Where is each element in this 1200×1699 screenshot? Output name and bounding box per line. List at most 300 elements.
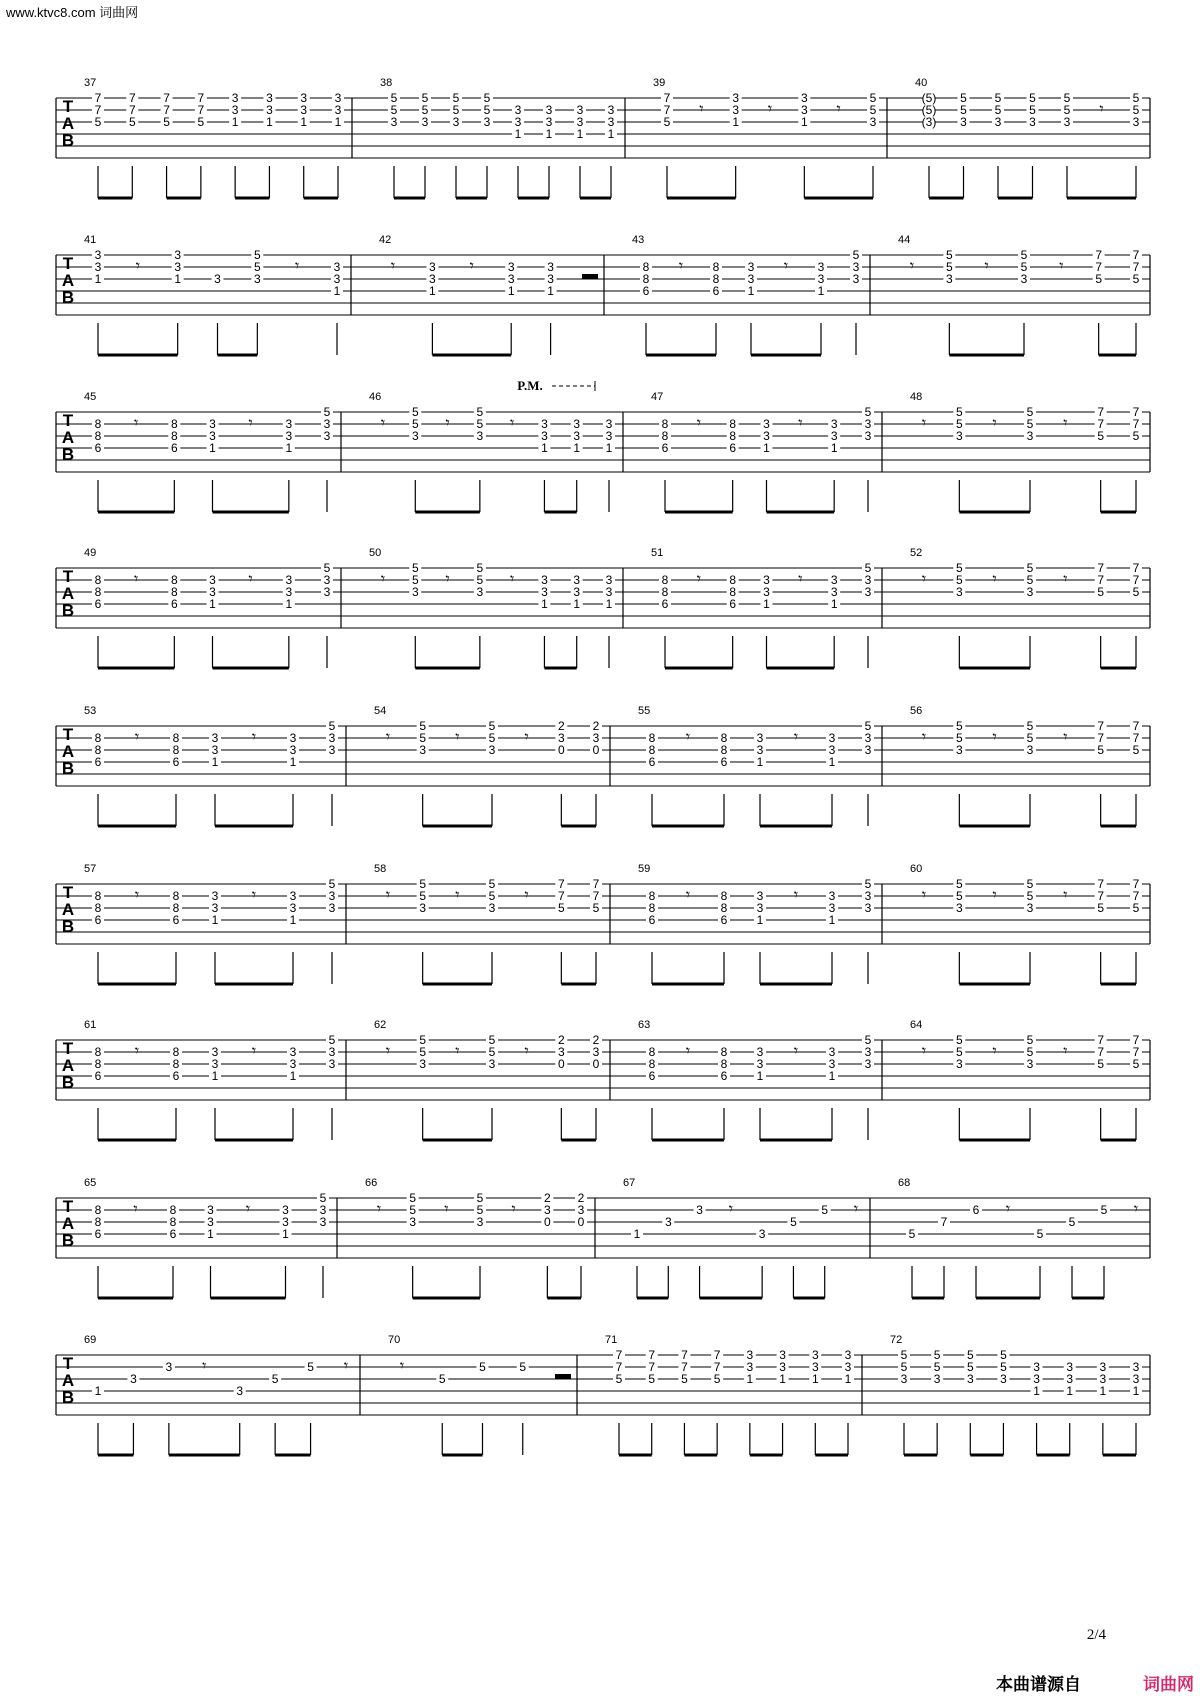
fret-number: 8 <box>172 889 180 903</box>
fret-number: 7 <box>615 1348 623 1362</box>
fret-number: 3 <box>779 1360 786 1374</box>
fret-number: 6 <box>172 913 180 927</box>
fret-number: 3 <box>541 429 548 443</box>
fret-number: 5 <box>864 405 872 419</box>
measure-number: 48 <box>910 391 923 403</box>
fret-number: 5 <box>1026 877 1034 891</box>
fret-number: 7 <box>1132 405 1140 419</box>
fret-number: 1 <box>763 597 770 611</box>
fret-number: 8 <box>94 731 102 745</box>
fret-number: 6 <box>661 597 669 611</box>
fret-number: 5 <box>1132 585 1140 599</box>
eighth-rest: 𝄾 <box>853 1201 859 1218</box>
fret-number: 3 <box>328 1045 336 1059</box>
fret-number: 5 <box>421 91 429 105</box>
measure-number: 42 <box>379 234 392 246</box>
fret-number: 5 <box>488 719 496 733</box>
fret-number: 3 <box>209 573 216 587</box>
tab-clef-letter: B <box>61 917 75 936</box>
eighth-rest: 𝄾 <box>251 729 257 746</box>
fret-number: 3 <box>945 272 953 286</box>
fret-number: 1 <box>289 1069 297 1083</box>
fret-number: 7 <box>1097 561 1105 575</box>
fret-number: 1 <box>1099 1384 1107 1398</box>
fret-number: 5 <box>864 877 872 891</box>
fret-number: 3 <box>541 573 548 587</box>
fret-number: 3 <box>419 1057 427 1071</box>
fret-number: 8 <box>94 417 102 431</box>
fret-number: 5 <box>945 248 953 262</box>
fret-number: 3 <box>207 1203 214 1217</box>
fret-number: 7 <box>681 1348 688 1362</box>
measure-number: 47 <box>651 391 664 403</box>
fret-number: 6 <box>972 1203 980 1217</box>
eighth-rest: 𝄾 <box>909 258 915 275</box>
fret-number: 1 <box>94 272 102 286</box>
fret-number: 5 <box>994 103 1002 117</box>
fret-number: 3 <box>756 901 764 915</box>
fret-number: 3 <box>476 429 484 443</box>
fret-number: 1 <box>800 115 808 129</box>
fret-number: 3 <box>94 248 102 262</box>
fret-number: 5 <box>197 115 205 129</box>
fret-number: 3 <box>605 429 613 443</box>
fret-number: 3 <box>864 573 872 587</box>
fret-number: 5 <box>1132 103 1140 117</box>
fret-number: 3 <box>207 1215 214 1229</box>
fret-number: 3 <box>483 115 491 129</box>
fret-number: 3 <box>557 731 565 745</box>
fret-number: 3 <box>900 1372 908 1386</box>
fret-number: 8 <box>170 417 178 431</box>
fret-number: 3 <box>933 1372 941 1386</box>
fret-number: 7 <box>128 91 136 105</box>
eighth-rest: 𝄾 <box>678 258 684 275</box>
eighth-rest: 𝄾 <box>793 729 799 746</box>
fret-number: 7 <box>1132 889 1140 903</box>
fret-number: 6 <box>170 597 178 611</box>
fret-number: 3 <box>830 585 838 599</box>
fret-number: 3 <box>476 1215 484 1229</box>
fret-number: 7 <box>681 1360 688 1374</box>
eighth-rest: 𝄾 <box>380 571 386 588</box>
fret-number: 3 <box>605 417 613 431</box>
fret-number: 8 <box>720 889 728 903</box>
fret-number: 3 <box>828 1057 836 1071</box>
measure-number: 38 <box>380 77 393 89</box>
fret-number: (5) <box>921 91 937 105</box>
measure-number: 43 <box>632 234 645 246</box>
eighth-rest: 𝄾 <box>793 1043 799 1060</box>
eighth-rest: 𝄾 <box>992 729 997 746</box>
fret-number: 7 <box>648 1348 656 1362</box>
fret-number: 1 <box>732 115 740 129</box>
fret-number: 6 <box>648 1069 656 1083</box>
fret-number: 3 <box>419 743 427 757</box>
fret-number: 1 <box>763 441 770 455</box>
fret-number: 1 <box>830 597 838 611</box>
fret-number: 3 <box>421 115 429 129</box>
tab-clef-letter: B <box>61 131 75 150</box>
fret-number: 5 <box>1097 1057 1105 1071</box>
measure-number: 45 <box>84 391 97 403</box>
fret-number: 5 <box>452 91 460 105</box>
fret-number: 1 <box>231 115 239 129</box>
fret-number: 7 <box>1132 1033 1140 1047</box>
fret-number: 7 <box>615 1360 623 1374</box>
fret-number: 2 <box>543 1191 551 1205</box>
fret-number: 1 <box>429 284 436 298</box>
eighth-rest: 𝄾 <box>992 571 997 588</box>
fret-number: 0 <box>592 743 600 757</box>
fret-number: 2 <box>577 1191 585 1205</box>
fret-number: 3 <box>231 91 239 105</box>
fret-number: 5 <box>852 248 860 262</box>
fret-number: 1 <box>844 1372 852 1386</box>
eighth-rest: 𝄾 <box>1063 887 1068 904</box>
fret-number: 3 <box>507 260 515 274</box>
fret-number: 3 <box>165 1360 173 1374</box>
fret-number: 3 <box>476 585 484 599</box>
fret-number: 3 <box>209 585 216 599</box>
fret-number: 6 <box>729 441 737 455</box>
fret-number: 8 <box>94 429 102 443</box>
fret-number: 5 <box>955 719 963 733</box>
measure-number: 44 <box>898 234 911 246</box>
fret-number: 5 <box>955 1033 963 1047</box>
fret-number: 3 <box>328 901 336 915</box>
fret-number: 3 <box>94 260 102 274</box>
fret-number: 3 <box>1132 1360 1140 1374</box>
fret-number: 8 <box>94 1203 102 1217</box>
fret-number: 3 <box>452 115 460 129</box>
fret-number: 7 <box>1132 719 1140 733</box>
fret-number: 5 <box>900 1360 908 1374</box>
eighth-rest: 𝄾 <box>380 415 386 432</box>
fret-number: 3 <box>236 1384 244 1398</box>
fret-number: 5 <box>390 103 398 117</box>
measure-number: 59 <box>638 863 651 875</box>
fret-number: 2 <box>592 719 600 733</box>
fret-number: 3 <box>285 585 293 599</box>
footer-logo: 词曲网 <box>1143 1675 1194 1695</box>
fret-number: 3 <box>955 1057 963 1071</box>
fret-number: 6 <box>172 1069 180 1083</box>
fret-number: 7 <box>940 1215 948 1229</box>
fret-number: 8 <box>648 1057 656 1071</box>
fret-number: 5 <box>411 561 419 575</box>
measure-number: 51 <box>651 547 664 559</box>
fret-number: 1 <box>1132 1384 1140 1398</box>
fret-number: 3 <box>130 1372 137 1386</box>
fret-number: 7 <box>163 103 170 117</box>
fret-number: 7 <box>94 103 102 117</box>
fret-number: 3 <box>828 1045 836 1059</box>
fret-number: 7 <box>713 1348 721 1362</box>
fret-number: 3 <box>607 115 615 129</box>
fret-number: 7 <box>592 877 600 891</box>
fret-number: 5 <box>411 405 419 419</box>
fret-number: 5 <box>519 1360 527 1374</box>
fret-number: 3 <box>576 115 584 129</box>
eighth-rest: 𝄾 <box>524 1043 529 1060</box>
fret-number: 3 <box>514 103 522 117</box>
fret-number: 5 <box>955 889 963 903</box>
fret-number: 5 <box>955 405 963 419</box>
fret-number: 3 <box>747 260 755 274</box>
fret-number: 5 <box>319 1191 327 1205</box>
fret-number: 2 <box>557 1033 565 1047</box>
measure-number: 64 <box>910 1019 923 1031</box>
fret-number: 3 <box>328 889 336 903</box>
fret-number: 7 <box>557 877 565 891</box>
fret-number: 3 <box>289 1057 297 1071</box>
tab-clef-letter: B <box>61 445 75 464</box>
fret-number: 3 <box>289 901 297 915</box>
fret-number: 5 <box>869 91 877 105</box>
fret-number: 3 <box>763 429 770 443</box>
fret-number: 5 <box>864 719 872 733</box>
fret-number: 6 <box>172 755 180 769</box>
fret-number: 3 <box>545 103 553 117</box>
eighth-rest: 𝄾 <box>992 415 997 432</box>
fret-number: 3 <box>1029 115 1036 129</box>
fret-number: 1 <box>211 913 219 927</box>
fret-number: 8 <box>172 1045 180 1059</box>
whole-rest <box>582 274 598 279</box>
measure-number: 39 <box>653 77 666 89</box>
fret-number: 3 <box>864 1045 872 1059</box>
fret-number: 0 <box>543 1215 551 1229</box>
fret-number: 3 <box>747 272 755 286</box>
tab-clef-letter: A <box>61 428 75 447</box>
eighth-rest: 𝄾 <box>202 1358 207 1375</box>
fret-number: 1 <box>573 597 581 611</box>
fret-number: 5 <box>419 889 427 903</box>
tab-clef-letter: B <box>61 288 75 307</box>
eighth-rest: 𝄾 <box>399 1358 405 1375</box>
fret-number: 5 <box>1026 417 1034 431</box>
eighth-rest: 𝄾 <box>245 1201 251 1218</box>
fret-number: 8 <box>720 901 728 915</box>
tab-clef-letter: A <box>61 1056 75 1075</box>
fret-number: 5 <box>419 877 427 891</box>
fret-number: 6 <box>720 913 728 927</box>
eighth-rest: 𝄾 <box>1005 1201 1011 1218</box>
fret-number: 7 <box>1132 561 1140 575</box>
fret-number: 3 <box>323 429 331 443</box>
fret-number: 7 <box>663 91 671 105</box>
tab-clef-letter: T <box>62 883 74 902</box>
measure-number: 40 <box>915 77 928 89</box>
fret-number: 3 <box>830 417 838 431</box>
fret-number: 8 <box>720 731 728 745</box>
fret-number: 5 <box>908 1227 916 1241</box>
fret-number: 1 <box>746 1372 754 1386</box>
fret-number: 3 <box>605 573 613 587</box>
fret-number: 3 <box>830 573 838 587</box>
fret-number: 3 <box>211 901 219 915</box>
fret-number: 5 <box>307 1360 314 1374</box>
fret-number: 5 <box>1026 889 1034 903</box>
fret-number: 1 <box>334 115 342 129</box>
eighth-rest: 𝄾 <box>510 415 515 432</box>
fret-number: 5 <box>955 417 963 431</box>
fret-number: 3 <box>592 1045 600 1059</box>
fret-number: 5 <box>253 248 261 262</box>
fret-number: 6 <box>720 755 728 769</box>
fret-number: 7 <box>1097 417 1105 431</box>
fret-number: 7 <box>197 103 205 117</box>
fret-number: 8 <box>170 585 178 599</box>
eighth-rest: 𝄾 <box>524 729 529 746</box>
fret-number: 3 <box>300 91 308 105</box>
tab-clef-letter: A <box>61 900 75 919</box>
fret-number: 7 <box>1097 1045 1105 1059</box>
eighth-rest: 𝄾 <box>992 887 997 904</box>
fret-number: 5 <box>1063 103 1071 117</box>
fret-number: 3 <box>266 103 273 117</box>
fret-number: 3 <box>1066 1372 1074 1386</box>
fret-number: 6 <box>170 441 178 455</box>
fret-number: 5 <box>452 103 460 117</box>
fret-number: 7 <box>1132 1045 1140 1059</box>
fret-number: 8 <box>720 1045 728 1059</box>
fret-number: 3 <box>573 585 581 599</box>
fret-number: 3 <box>864 731 872 745</box>
fret-number: 1 <box>756 755 764 769</box>
measure-number: 41 <box>84 234 97 246</box>
eighth-rest: 𝄾 <box>836 101 841 118</box>
fret-number: 3 <box>211 1057 219 1071</box>
eighth-rest: 𝄾 <box>134 887 140 904</box>
fret-number: 5 <box>960 103 967 117</box>
eighth-rest: 𝄾 <box>445 571 450 588</box>
fret-number: 3 <box>547 260 554 274</box>
fret-number: 3 <box>864 743 872 757</box>
fret-number: 3 <box>547 272 554 286</box>
fret-number: 3 <box>390 115 398 129</box>
fret-number: 3 <box>763 417 770 431</box>
measure-number: 50 <box>369 547 382 559</box>
fret-number: 8 <box>94 743 102 757</box>
fret-number: 5 <box>94 115 102 129</box>
fret-number: 3 <box>955 743 963 757</box>
fret-number: 1 <box>209 441 216 455</box>
fret-number: 3 <box>282 1203 289 1217</box>
fret-number: 5 <box>411 573 419 587</box>
tab-clef-letter: A <box>61 584 75 603</box>
fret-number: 5 <box>476 405 484 419</box>
fret-number: 1 <box>747 284 755 298</box>
fret-number: 6 <box>720 1069 728 1083</box>
measure-number: 69 <box>84 1334 97 1346</box>
fret-number: 7 <box>663 103 671 117</box>
fret-number: 5 <box>1026 1033 1034 1047</box>
fret-number: 3 <box>209 429 216 443</box>
fret-number: 8 <box>648 889 656 903</box>
fret-number: 3 <box>543 1203 551 1217</box>
fret-number: 7 <box>94 91 102 105</box>
fret-number: 7 <box>1095 248 1103 262</box>
fret-number: 8 <box>661 585 669 599</box>
fret-number: 8 <box>661 417 669 431</box>
fret-number: 3 <box>828 889 836 903</box>
fret-number: 7 <box>1132 248 1140 262</box>
fret-number: 5 <box>955 561 963 575</box>
fret-number: 5 <box>900 1348 908 1362</box>
fret-number: 5 <box>323 405 331 419</box>
fret-number: 5 <box>955 1045 963 1059</box>
fret-number: 5 <box>476 573 484 587</box>
fret-number: 3 <box>864 1057 872 1071</box>
fret-number: 3 <box>328 743 336 757</box>
fret-number: 5 <box>1132 272 1140 286</box>
measure-number: 49 <box>84 547 97 559</box>
fret-number: 3 <box>429 272 436 286</box>
eighth-rest: 𝄾 <box>455 729 460 746</box>
fret-number: 1 <box>300 115 308 129</box>
fret-number: 5 <box>1095 272 1103 286</box>
fret-number: 3 <box>864 417 872 431</box>
tab-clef-letter: B <box>61 759 75 778</box>
tab-clef-letter: B <box>61 1073 75 1092</box>
fret-number: 5 <box>713 1372 721 1386</box>
fret-number: 5 <box>323 561 331 575</box>
fret-number: 5 <box>1026 405 1034 419</box>
eighth-rest: 𝄾 <box>385 1043 391 1060</box>
fret-number: 5 <box>421 103 429 117</box>
measure-number: 54 <box>374 705 387 717</box>
eighth-rest: 𝄾 <box>793 887 799 904</box>
eighth-rest: 𝄾 <box>685 887 691 904</box>
fret-number: 3 <box>429 260 436 274</box>
eighth-rest: 𝄾 <box>1063 571 1068 588</box>
fret-number: 7 <box>197 91 205 105</box>
measure-number: 62 <box>374 1019 387 1031</box>
fret-number: 8 <box>172 731 180 745</box>
fret-number: 3 <box>756 1045 764 1059</box>
fret-number: 3 <box>323 573 331 587</box>
fret-number: 3 <box>746 1348 754 1362</box>
fret-number: 7 <box>1132 417 1140 431</box>
eighth-rest: 𝄾 <box>767 101 773 118</box>
fret-number: 7 <box>557 889 565 903</box>
fret-number: 5 <box>483 103 491 117</box>
eighth-rest: 𝄾 <box>134 571 139 588</box>
fret-number: 1 <box>289 755 297 769</box>
fret-number: 3 <box>573 429 581 443</box>
fret-number: 3 <box>828 731 836 745</box>
fret-number: 5 <box>253 260 261 274</box>
fret-number: 5 <box>1063 91 1071 105</box>
eighth-rest: 𝄾 <box>444 1201 449 1218</box>
measure-number: 68 <box>898 1177 911 1189</box>
fret-number: 8 <box>642 272 650 286</box>
fret-number: 1 <box>211 755 219 769</box>
eighth-rest: 𝄾 <box>251 1043 257 1060</box>
eighth-rest: 𝄾 <box>135 258 140 275</box>
site-header: www.ktvc8.com 词曲网 <box>6 5 139 20</box>
fret-number: 0 <box>557 1057 565 1071</box>
eighth-rest: 𝄾 <box>455 1043 460 1060</box>
fret-number: 6 <box>94 913 102 927</box>
fret-number: 1 <box>830 441 838 455</box>
fret-number: 3 <box>300 103 308 117</box>
fret-number: 3 <box>1026 1057 1034 1071</box>
fret-number: 3 <box>817 260 825 274</box>
eighth-rest: 𝄾 <box>376 1201 382 1218</box>
